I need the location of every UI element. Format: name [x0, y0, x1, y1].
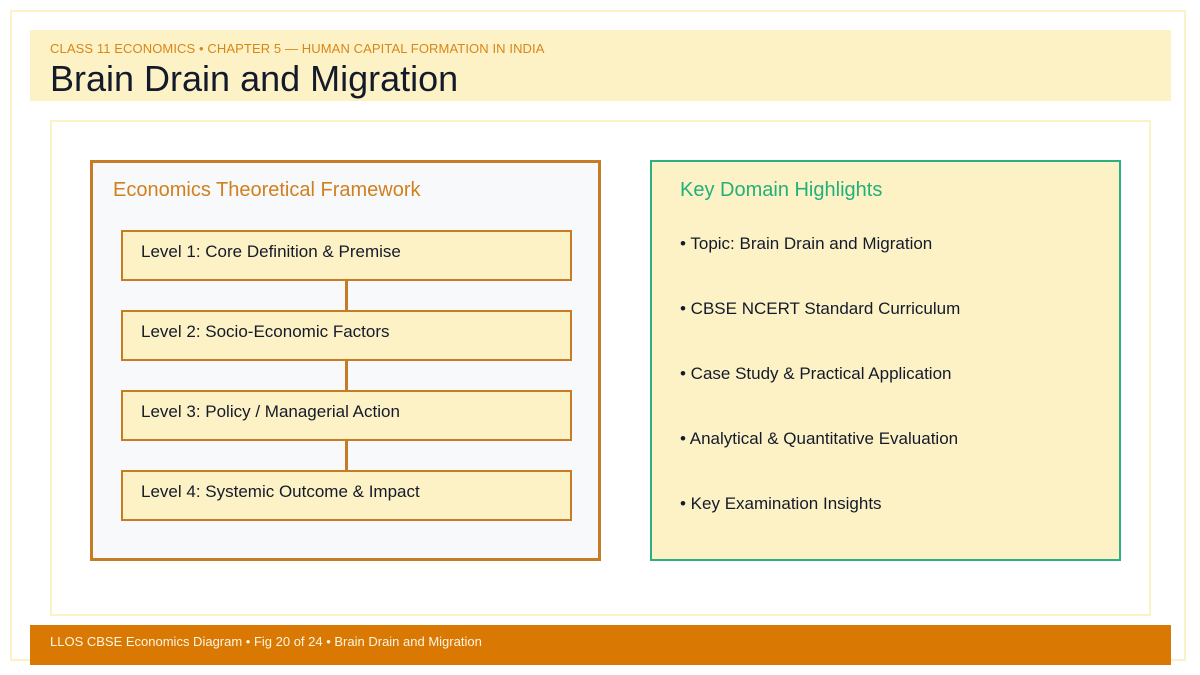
footer-band — [30, 625, 1171, 665]
highlights-box — [650, 160, 1121, 561]
connector-line — [345, 281, 348, 311]
level-box-1 — [121, 230, 572, 281]
highlights-title: Key Domain Highlights — [680, 179, 883, 201]
framework-title: Economics Theoretical Framework — [113, 179, 421, 201]
level-label: Level 3: Policy / Managerial Action — [141, 402, 400, 421]
connector-line — [345, 361, 348, 391]
chapter-kicker: CLASS 11 ECONOMICS • CHAPTER 5 — HUMAN CAPITAL FORMATION IN INDIA — [50, 41, 545, 56]
highlight-item: • Key Examination Insights — [680, 494, 882, 513]
highlight-item: • Analytical & Quantitative Evaluation — [680, 429, 959, 448]
level-label: Level 4: Systemic Outcome & Impact — [141, 482, 420, 501]
framework-box — [90, 160, 601, 561]
level-box-3 — [121, 390, 572, 441]
highlight-item: • CBSE NCERT Standard Curriculum — [680, 299, 961, 318]
level-box-2 — [121, 310, 572, 361]
page-title: Brain Drain and Migration — [50, 58, 459, 99]
footer-caption: LLOS CBSE Economics Diagram • Fig 20 of 24 • Brain Drain and Migration — [50, 634, 482, 649]
level-box-4 — [121, 470, 572, 521]
highlight-item: • Topic: Brain Drain and Migration — [680, 234, 933, 253]
connector-line — [345, 441, 348, 471]
highlight-item: • Case Study & Practical Application — [680, 364, 952, 383]
level-label: Level 1: Core Definition & Premise — [141, 242, 401, 261]
level-label: Level 2: Socio-Economic Factors — [141, 322, 390, 341]
header-band — [30, 30, 1171, 101]
